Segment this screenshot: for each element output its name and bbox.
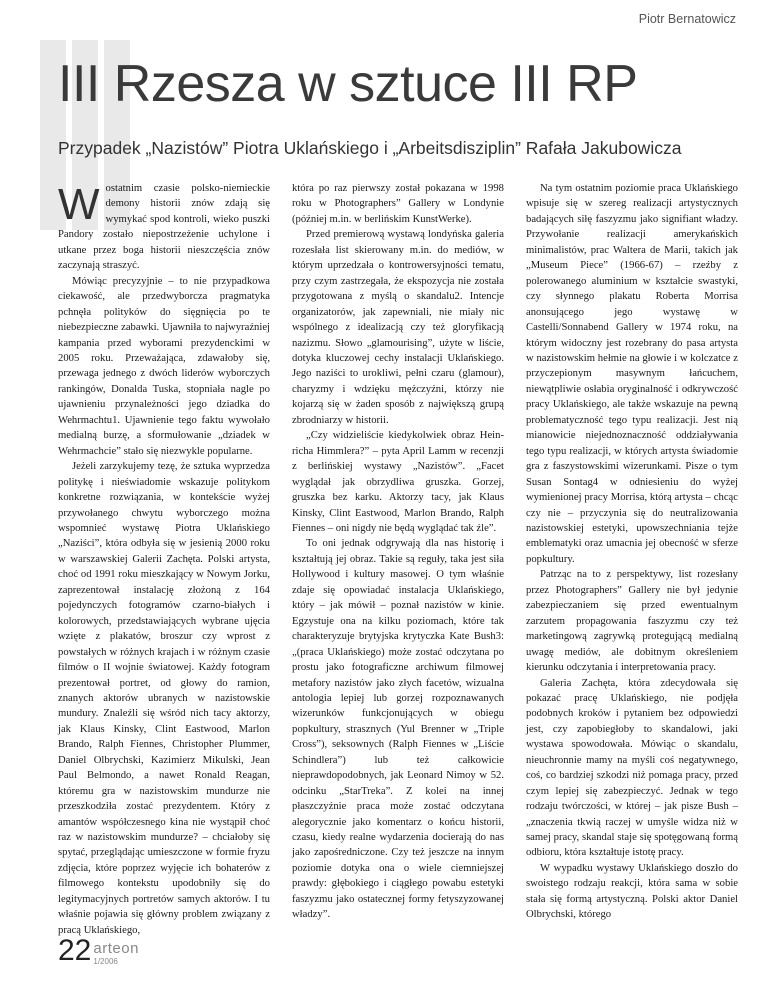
- column-2: [292, 181, 504, 921]
- paragraph: Przed premierową wystawą londyńska galeria rozesłała list skierowany m.in. do mediów, w którym uprzedzała o kontrowersyjności tematu, przy czym zastrzegała, że ekspozycja nie została przygotowana z myślą o skandalu2. Intencje organizatorów, jak zapewniali, nie miały nic wspólnego z idealizacją czy też gloryfikacją nazizmu. Słowo „glamourising”, użyte w liście, dotyka kluczowej cechy instalacji Uklańskiego. Jego naziści to urokliwi, pełni czaru (glamour), charyzmy i wdzięku mężczyźni, którzy nie kojarzą się w żaden sposób z największą grupą zbrodniarzy w historii.: [292, 229, 504, 426]
- issue-number: 1/2006: [93, 957, 118, 966]
- page-number: 22: [58, 934, 92, 967]
- paragraph: Jeżeli zarzykujemy tezę, że sztuka wyprzedza politykę i nieświadomie wskazuje politykom konkretne rozwiązania, w kontekście wyżej przywołanego chwytu wyborczego można wspomnieć wystawę Piotra Uklańskiego „Naziści”, która odbyła się w jesienią 2000 roku w warszawskiej Galerii Zachęta. Polski artysta, choć od 1991 roku mieszkający w Nowym Jorku, zaprezentował instalację złożoną z 164 pojedynczych fotogramów czarno-białych i kolorowych, przedstawiających wybrane ujęcia wzięte z plakatów, broszur czy wprost z powstałych w różnych krajach i w różnym czasie filmów o II wojnie światowej. Każdy fotogram prezentował portret, od głowy do ramion, znanych aktorów ubranych w nazistowskie mundury. Znaleźli się wśród nich tacy aktorzy, jak Klaus Kinsky, Clint Eastwood, Marlon Brando, Ralph Fiennes, Christopher Plummer, Daniel Olbrychski, Kazimierz Mikulski, Jean Paul Belmondo, a nawet Ronald Reagan, któremu gra w nazistowskim mundurze nie przeszkodziła zostać prezydentem. Który z amantów współczesnego kina nie wystąpił choć raz w nazistowskim mundurze? – chciałoby się spytać, przeglądając umieszczone w formie fryzu zdjęcia, które poprzez wyjęcie ich bohaterów z filmowego kontekstu upodobniły się do legitymacyjnych portretów samych aktorów. I tu właśnie pojawia się główny problem związany z pracą Uklańskiego,: [58, 461, 270, 936]
- column-3: [526, 181, 738, 921]
- drop-cap: W: [58, 180, 100, 229]
- article-body: [58, 180, 738, 936]
- paragraph: W wypadku wystawy Uklańskiego doszło do swoistego rodzaju reakcji, która sama w sobie stała się formą artystyczną. Polski aktor Daniel Olbrychski, którego: [526, 862, 738, 921]
- paragraph: Patrząc na to z perspektywy, list rozesłany przez Photographers” Gallery nie był jedynie zabezpieczaniem się przed ewentualnym zarzutem propagowania faszyzmu czy też marketingową zagrywką protegującą medialną uwagę mediów, ale dobitnym określeniem kierunku odczytania i interpretowania pracy.: [526, 569, 738, 674]
- paragraph: Mówiąc precyzyjnie – to nie przypadkowa ciekawość, ale przedwyborcza pragmatyka pchnęła polityków do sięgnięcia po te niebezpieczne zabawki. Ujawniła to najwyraźniej kampania przed wyborami prezydenckimi w 2005 roku. Przeważająca, zdawałoby się, przewaga jednego z dwóch liderów wyborczych rankingów, Donalda Tuska, stopniała nagle po ujawnieniu przynależności jego dziadka do Wehrmachtu1. Ujawnienie tego faktu wywołało medialną burzę, a sformułowanie „dziadek w Wehrmachcie” stało się niezwykle popularne.: [58, 275, 270, 457]
- page-footer: [58, 936, 139, 966]
- article-title: III Rzesza w sztuce III RP: [58, 55, 638, 113]
- magazine-name: arteon: [93, 940, 139, 957]
- paragraph: [58, 181, 270, 274]
- paragraph: która po raz pierwszy został pokazana w 1998 roku w Photographers” Gallery w Londynie (później m.in. w berlińskim KunstWerke).: [292, 183, 504, 225]
- magazine-info: [93, 941, 139, 966]
- paragraph: Galeria Zachęta, która zdecydowała się pokazać pracę Uklańskiego, nie podjęła podobnych kroków i pytaniem bez odpowiedzi jest, czy zapobiegłoby to skandalowi, jaki wystawa spowodowała. Mówiąc o skandalu, nieuchronnie mamy na myśli coś negatywnego, coś, co bardziej szkodzi niż pomaga pracy, przed czym lepiej się zabezpieczyć. Jednak w tego rodzaju twórczości, w której – jak pisze Bush – „znaczenia tkwią raczej w umyśle widza niż w samej pracy, skandal staje się spotęgowaną formą odbioru, która kształtuje istotę pracy.: [526, 677, 738, 859]
- article-subtitle: Przypadek „Nazistów” Piotra Uklańskiego i „Arbeitsdisziplin” Rafała Jakubowicza: [58, 138, 682, 158]
- column-1: [58, 180, 270, 936]
- paragraph: „Czy widzieliście kiedykolwiek obraz Hein-richa Himmlera?” – pyta April Lamm w recenzji z berlińskiej wystawy „Nazistów”. „Facet wyglądał jak obrzydliwa gruszka. Gorzej, gruszka bez karku. Aktorzy tacy, jak Klaus Kinsky, Clint Eastwood, Marlon Brando, Ralph Fiennes – oni nigdy nie będą wyglądać tak źle”.: [292, 430, 504, 534]
- paragraph: Na tym ostatnim poziomie praca Uklańskiego wpisuje się w szereg realizacji artystycznych badających siłę faszyzmu jako signifiant władzy. Przywołanie realizacji amerykańskich minimalistów, prac Waltera de Marii, takich jak „Museum Piece” (1966-67) – rzeźby z polerowanego aluminium w kształcie swastyki, czy słynnego plakatu Roberta Morrisa anonsującego jego wystawę w Castelli/Sonnabend Gallery w 1974 roku, na którym widoczny jest rozebrany do pasa artysta w nazistowskim hełmie na głowie i w kolczatce z przyczepionym masywnym łańcuchem, niewątpliwie osłabia oryginalność i odkrywczość pracy Uklańskiego, ale także wskazuje na pewną problematyczność tego typu realizacji. Jest nią mianowicie niejednoznaczność oddziaływania tego typu realizacji, w których artysta świadomie gra z faszystowskimi wizerunkami. Pisze o tym Susan Sontag4 w odniesieniu do wyżej wymienionej pracy Morrisa, którą artysta – chcąc czy nie – przyczynia się do neutralizowania nazistowskiej estetyki, upowszechniania tejże emblematyki oraz umacnia jej obecność w sferze popkultury.: [526, 183, 738, 565]
- paragraph-text: ostatnim czasie polsko-niemieckie demony historii znów zdają się wymykać spod kontroli, wieko puszki Pandory zostało niepostrzeżenie uchylone i utkane przez boga historii nieszczęścia znów zaczynają straszyć.: [58, 183, 270, 272]
- paragraph: To oni jednak odgrywają dla nas historię i kształtują jej obraz. Takie są reguły, taka jest siła Hollywood i kultury masowej. O tym właśnie zdaje się opowiadać instalacja Uklańskiego, który – jak mówił – poznał nazistów w kinie. Egzystuje ona na kilku poziomach, które tak charakteryzuje brytyjska krytyczka Kate Bush3: „(praca Uklańskiego) może zostać odczytana po prostu jako fotograficzne archiwum filmowej metafory nazistów jako złych facetów, wizualna antologia lepiej lub gorzej rozpoznawanych wizerunków funkcjonujących w obiegu popkultury, strasznych (Yul Brenner w „Triple Cross”), seksownych (Ralph Fiennes w „Liście Schindlera”) lub też całkowicie nieprawdopodobnych, jak Leonard Nimoy w 52. odcinku „StarTreka”. Z kolei na innej płaszczyźnie praca może zostać odczytana alegorycznie jako komentarz o końcu historii, czasu, kiedy realne wydarzenia docierają do nas jako zapośredniczone. Czy też jeszcze na innym poziomie dotyka ona o wiele ciemniejszej prawdy: głębokiego i ciągłego powabu estetyki faszyzmu jako ostatecznej formy fetyszyzowanej władzy”.: [292, 538, 504, 921]
- author-name: Piotr Bernatowicz: [638, 12, 736, 26]
